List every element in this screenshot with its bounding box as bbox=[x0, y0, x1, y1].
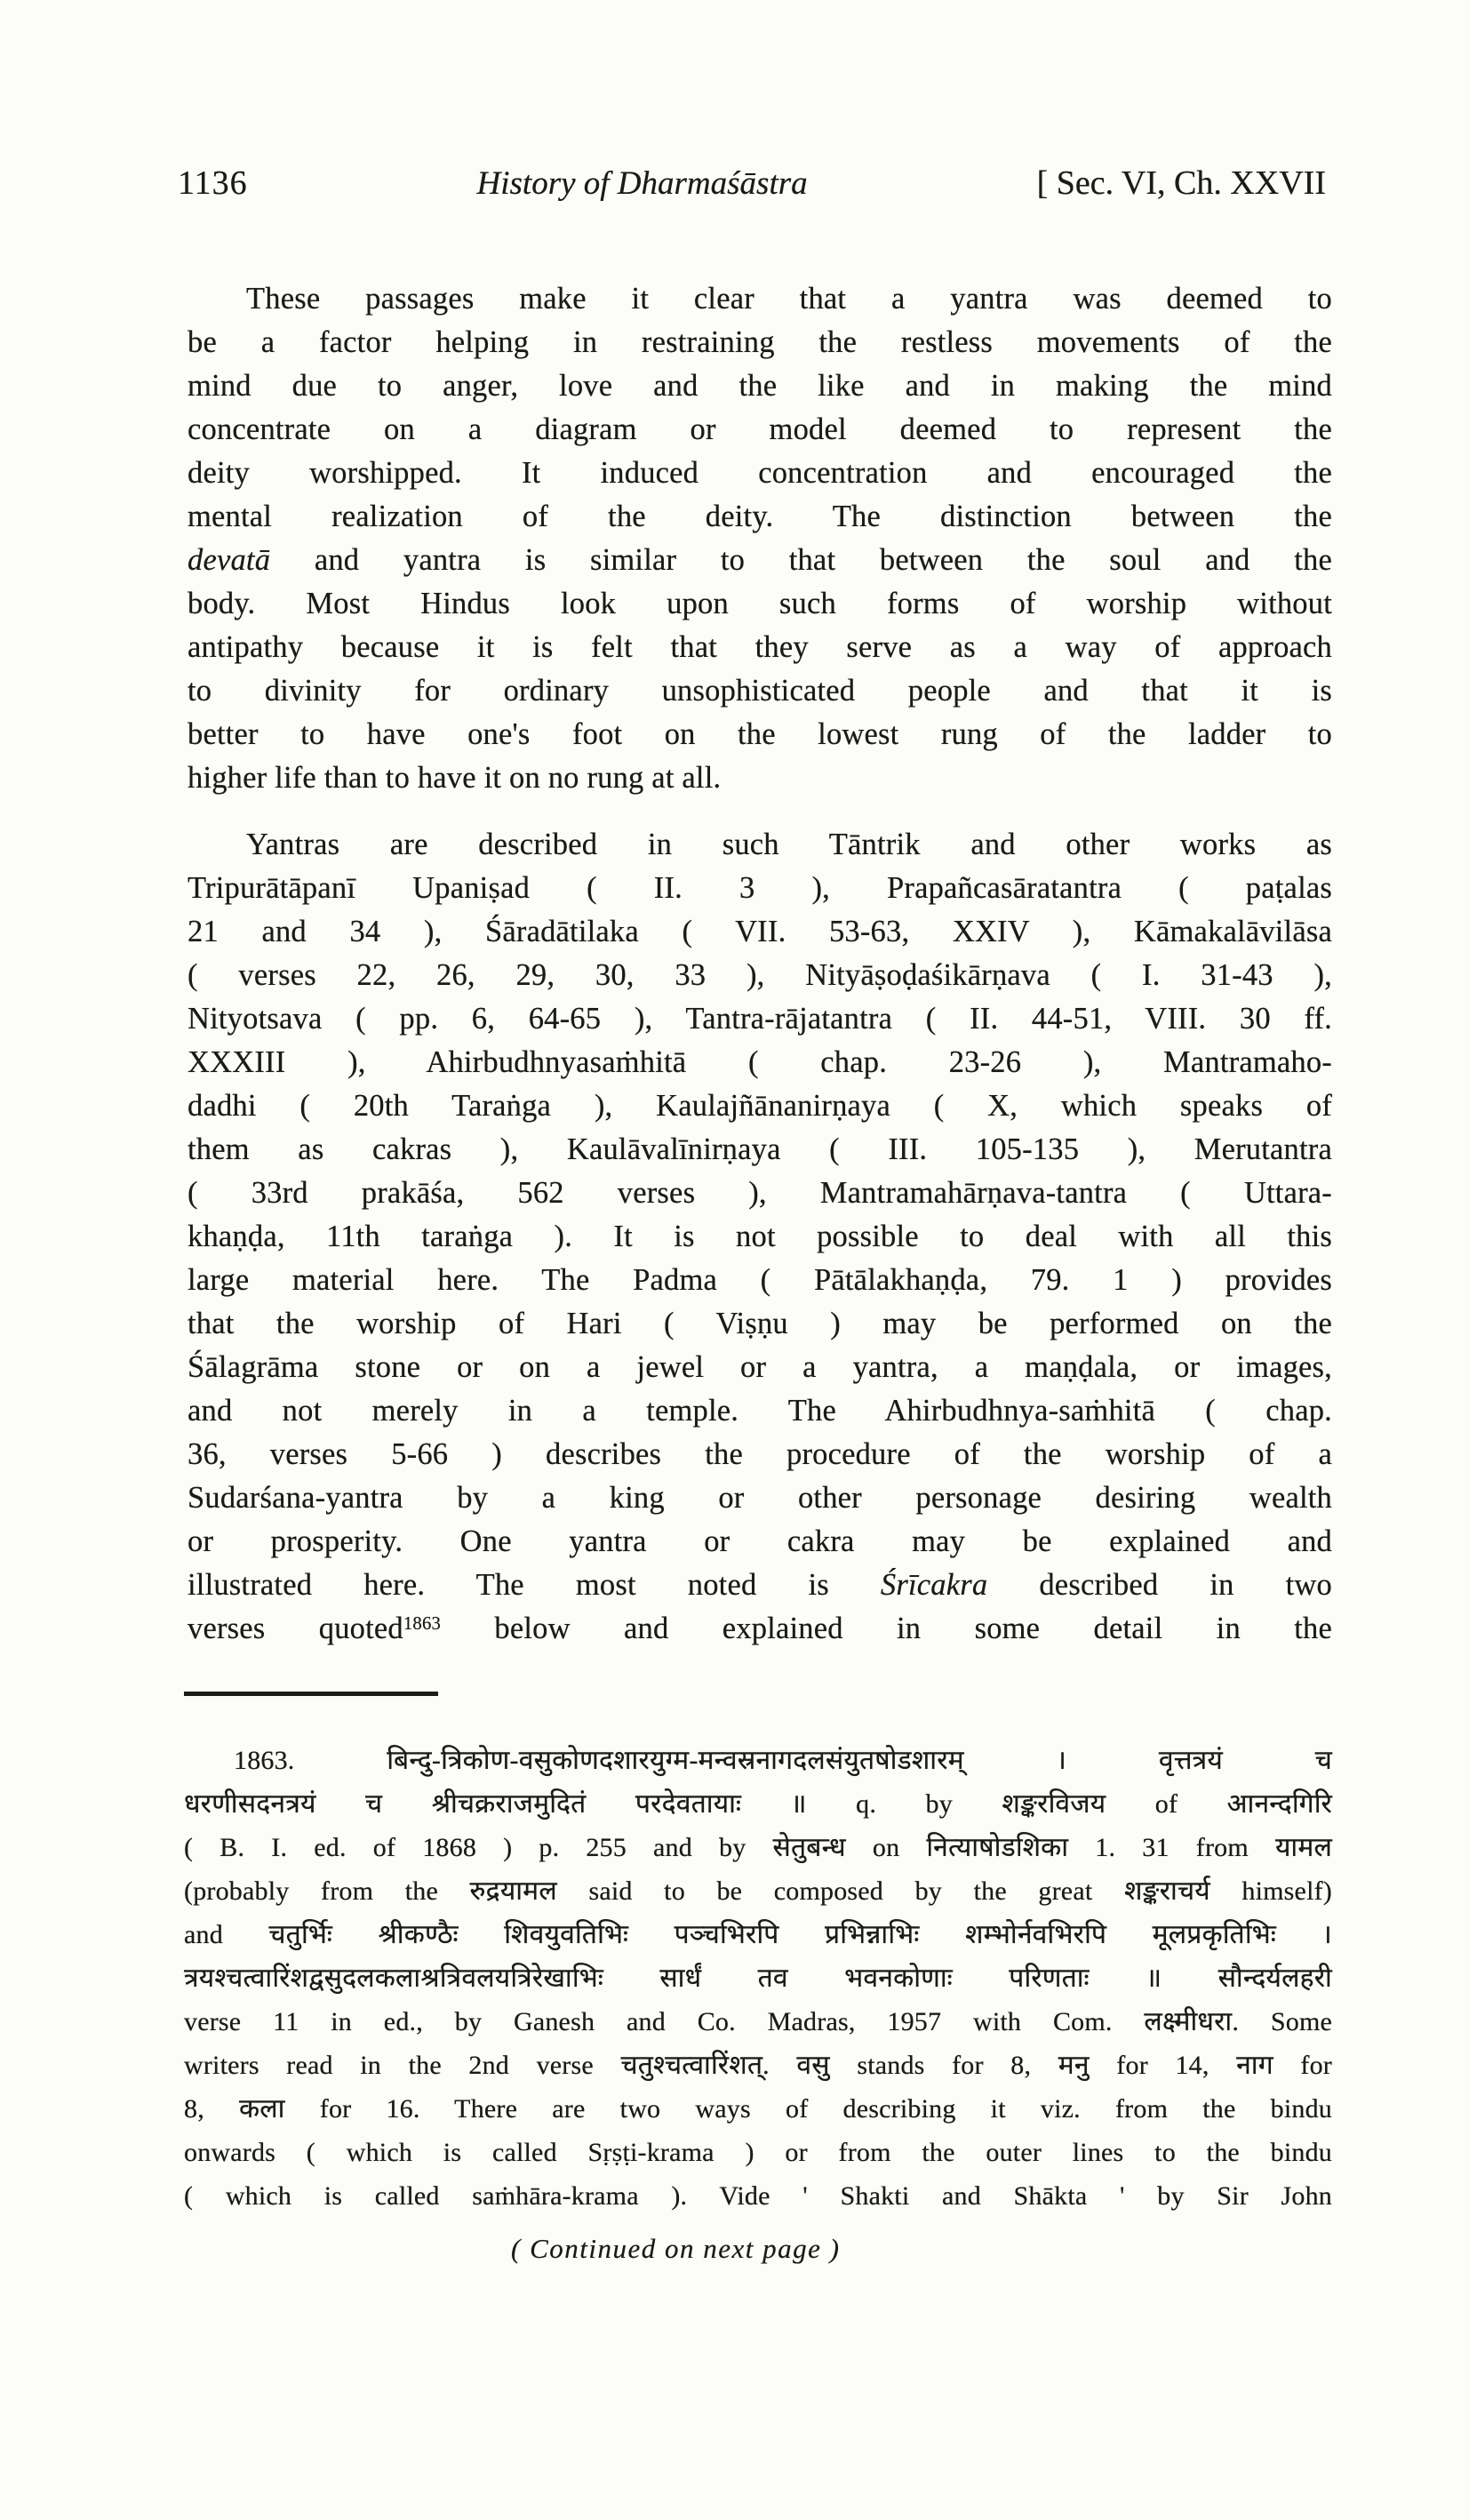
page-header bbox=[178, 164, 1326, 203]
page-number: 1136 bbox=[178, 164, 248, 202]
section-reference: [ Sec. VI, Ch. XXVII bbox=[1036, 164, 1326, 202]
text-line: 1863. बिन्दु-त्रिकोण-वसुकोणदशारयुग्म-मन्वस्रनागदलसंयुतषोडशारम् । वृत्तत्रयं च bbox=[234, 1746, 1332, 1775]
text-line: mental realization of the deity. The distinction between the bbox=[188, 500, 1332, 533]
text-line: antipathy because it is felt that they serve as a way of approach bbox=[188, 630, 1332, 664]
text-line: These passages make it clear that a yantra was deemed to bbox=[246, 282, 1332, 316]
text-line: mind due to anger, love and the like and in making the mind bbox=[188, 369, 1332, 403]
text-line: ( 33rd prakāśa, 562 verses ), Mantramahārṇava-tantra ( Uttara- bbox=[188, 1176, 1332, 1210]
text-line: Nityotsava ( pp. 6, 64-65 ), Tantra-rājatantra ( II. 44-51, VIII. 30 ff. bbox=[188, 1002, 1332, 1036]
text-line: khaṇḍa, 11th taraṅga ). It is not possible to deal with all this bbox=[188, 1220, 1332, 1253]
text-line: 8, कला for 16. There are two ways of describing it viz. from the bindu bbox=[184, 2094, 1332, 2124]
text-line: devatā and yantra is similar to that between the soul and the bbox=[188, 543, 1332, 577]
text-line: onwards ( which is called Sṛṣṭi-krama ) or from the outer lines to the bindu bbox=[184, 2138, 1332, 2167]
text-line: 36, verses 5-66 ) describes the procedure of the worship of a bbox=[188, 1437, 1332, 1471]
text-line: or prosperity. One yantra or cakra may be explained and bbox=[188, 1524, 1332, 1558]
text-line: ( which is called saṁhāra-krama ). Vide ' Shakti and Shākta ' by Sir John bbox=[184, 2181, 1332, 2211]
text-line: illustrated here. The most noted is Śrīcakra described in two bbox=[188, 1568, 1332, 1602]
text-line: writers read in the 2nd verse चतुश्चत्वारिंशत्. वसु stands for 8, मनु for 14, नाग for bbox=[184, 2051, 1332, 2080]
text-line: ( verses 22, 26, 29, 30, 33 ), Nityāṣoḍaśikārṇava ( I. 31-43 ), bbox=[188, 958, 1332, 992]
text-line: Yantras are described in such Tāntrik and other works as bbox=[246, 828, 1332, 861]
text-line: Tripurātāpanī Upaniṣad ( II. 3 ), Prapañcasāratantra ( paṭalas bbox=[188, 871, 1332, 905]
text-line: verses quoted$^{1863}$ below and explained in some detail in the bbox=[188, 1612, 1332, 1645]
paragraph-1 bbox=[188, 277, 1332, 800]
text-line: concentrate on a diagram or model deemed to represent the bbox=[188, 412, 1332, 446]
footnote-separator bbox=[184, 1692, 438, 1696]
running-title: History of Dharmaśāstra bbox=[476, 165, 808, 202]
text-line: and not merely in a temple. The Ahirbudhnya-saṁhitā ( chap. bbox=[188, 1394, 1332, 1428]
text-line: deity worshipped. It induced concentration and encouraged the bbox=[188, 456, 1332, 490]
text-line: better to have one's foot on the lowest rung of the ladder to bbox=[188, 717, 1332, 751]
text-line: Sudarśana-yantra by a king or other personage desiring wealth bbox=[188, 1481, 1332, 1515]
text-line: them as cakras ), Kaulāvalīnirṇaya ( III. 105-135 ), Merutantra bbox=[188, 1132, 1332, 1166]
text-line: 21 and 34 ), Śāradātilaka ( VII. 53-63, XXIV ), Kāmakalāvilāsa bbox=[188, 915, 1332, 948]
paragraph-2 bbox=[188, 823, 1332, 1651]
footnote-1863 bbox=[184, 1739, 1332, 2218]
text-line: XXXIII ), Ahirbudhnyasaṁhitā ( chap. 23-26 ), Mantramaho- bbox=[188, 1045, 1332, 1079]
text-line: धरणीसदनत्रयं च श्रीचक्रराजमुदितं परदेवतायाः ॥ q. by शङ्करविजय of आनन्दगिरि bbox=[184, 1789, 1332, 1819]
text-line: ( B. I. ed. of 1868 ) p. 255 and by सेतुबन्ध on नित्याषोडशिका 1. 31 from यामल bbox=[184, 1833, 1332, 1862]
text-line: to divinity for ordinary unsophisticated people and that it is bbox=[188, 674, 1332, 708]
text-line: body. Most Hindus look upon such forms of worship without bbox=[188, 587, 1332, 620]
text-line: that the worship of Hari ( Viṣṇu ) may be performed on the bbox=[188, 1307, 1332, 1340]
text-line: verse 11 in ed., by Ganesh and Co. Madras, 1957 with Com. लक्ष्मीधरा. Some bbox=[184, 2007, 1332, 2036]
text-line: (probably from the रुद्रयामल said to be composed by the great शङ्कराचर्य himself) bbox=[184, 1876, 1332, 1906]
continued-notice: ( Continued on next page ) bbox=[511, 2233, 841, 2264]
text-line: dadhi ( 20th Taraṅga ), Kaulajñānanirṇaya ( X, which speaks of bbox=[188, 1089, 1332, 1123]
text-line: and चतुर्भिः श्रीकण्ठैः शिवयुवतिभिः पञ्चभिरपि प्रभिन्नाभिः शम्भोर्नवभिरपि मूलप्रकृतिभिः । bbox=[184, 1920, 1332, 1949]
text-line: be a factor helping in restraining the restless movements of the bbox=[188, 325, 1332, 359]
text-line: large material here. The Padma ( Pātālakhaṇḍa, 79. 1 ) provides bbox=[188, 1263, 1332, 1297]
text-line: त्रयश्चत्वारिंशद्वसुदलकलाश्रत्रिवलयत्रिरेखाभिः सार्धं तव भवनकोणाः परिणताः ॥ सौन्दर्यलहरी bbox=[184, 1964, 1332, 1993]
body-text bbox=[188, 277, 1332, 1651]
text-line: Śālagrāma stone or on a jewel or a yantra, a maṇḍala, or images, bbox=[188, 1350, 1332, 1384]
text-line: higher life than to have it on no rung at all. bbox=[188, 761, 722, 795]
